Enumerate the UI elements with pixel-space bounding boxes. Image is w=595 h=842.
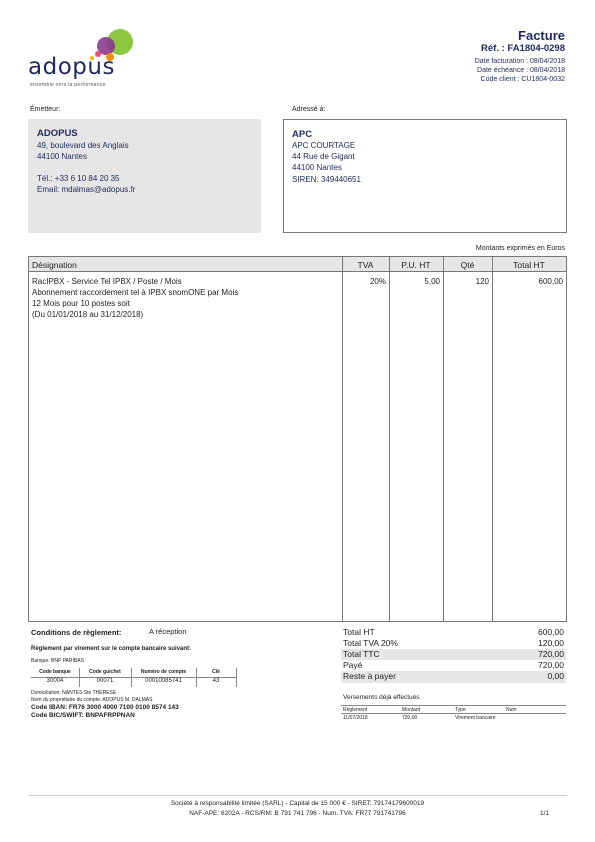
destinataire-line4: SIREN: 349440651: [292, 175, 361, 184]
footer-line1: Société à responsabilité limitée (SARL) - Capital de 15 000 € - SIRET: 79174179600019: [170, 800, 425, 807]
versement-date: 11/07/2018: [343, 715, 368, 721]
bank-iban: Code IBAN: FR76 3000 4000 7100 0100 8574 143: [31, 704, 179, 711]
col-divider: [492, 257, 493, 621]
invoice-ref: Réf. : FA1804-0298: [481, 43, 565, 54]
versements-table: [341, 705, 566, 721]
total-tva-value: 120,00: [538, 638, 564, 648]
emetteur-name: ADOPUS: [37, 128, 78, 139]
bank-header-numero-compte: Numéro de compte: [140, 669, 187, 675]
bank-value-code-guichet: 00071: [96, 678, 114, 684]
emetteur-address2: 44100 Nantes: [37, 152, 87, 161]
total-tva-row: [341, 638, 566, 649]
bank-header-code-banque: Code banque: [39, 669, 71, 675]
footer-line2: NAF-APE: 6202A - RCS/RM: B 791 741 796 - Num. TVA: FR77 791741796: [189, 810, 406, 817]
bank-title: Règlement par virement sur le compte bancaire suivant:: [31, 646, 192, 652]
currency-note: Montants exprimés en Euros: [475, 245, 565, 252]
destinataire-box: [283, 119, 567, 233]
header-designation: Désignation: [32, 260, 77, 270]
versements-header-montant: Montant: [402, 707, 421, 713]
logo-tagline: ensemble vers la performance: [30, 82, 106, 88]
emetteur-tel: Tél.: +33 6 10 84 20 35: [37, 174, 120, 183]
items-table: [28, 256, 567, 622]
date-facturation: Date facturation : 08/04/2018: [474, 58, 565, 65]
total-ttc-row: [341, 649, 566, 660]
versements-header-reglement: Règlement: [343, 707, 368, 713]
bank-value-numero-compte: 00010085741: [145, 678, 182, 684]
reste-label: Reste à payer: [343, 671, 396, 681]
total-tva-label: Total TVA 20%: [343, 638, 398, 648]
bank-value-cle: 43: [212, 678, 220, 684]
conditions-label: Conditions de règlement:: [31, 628, 122, 637]
bank-proprietaire: Nom du propriétaire du compte: ADOPUS M. DALMAS: [31, 697, 153, 703]
bank-value-code-banque: 30004: [46, 678, 64, 684]
paye-value: 720,00: [538, 660, 564, 670]
row-designation-line1: RacIPBX - Service Tel IPBX / Poste / Mois: [32, 277, 182, 286]
col-divider: [443, 257, 444, 621]
invoice-title: Facture: [518, 28, 565, 43]
emetteur-label: Émetteur:: [30, 106, 61, 113]
versement-type: Virement bancaire: [455, 715, 496, 721]
date-echeance: Date échéance : 08/04/2018: [477, 67, 565, 74]
bank-name: Banque: BNP PARIBAS: [31, 658, 84, 664]
logo-wordmark: adopus: [28, 54, 115, 80]
row-qte: 120: [475, 277, 489, 286]
versement-montant: 720,00: [402, 715, 418, 721]
row-designation-line2: Abonnement raccordement tel à IPBX snomONE par Mois: [32, 288, 239, 297]
col-divider: [389, 257, 390, 621]
total-ttc-value: 720,00: [538, 649, 564, 659]
destinataire-line2: 44 Rue de Gigant: [292, 152, 355, 161]
destinataire-name: APC: [292, 129, 313, 140]
row-designation-line3: 12 Mois pour 10 postes soit: [32, 299, 130, 308]
total-ht-row: [341, 627, 566, 638]
emetteur-box: [28, 119, 261, 233]
row-pu: 5,00: [424, 277, 440, 286]
bank-details-table: [31, 668, 236, 688]
paye-label: Payé: [343, 660, 363, 670]
company-logo: [28, 28, 138, 90]
col-divider: [342, 257, 343, 621]
versements-title: Versements déjà effectués: [343, 694, 420, 701]
total-ht-value: 600,00: [538, 627, 564, 637]
bank-header-cle: Clé: [212, 669, 220, 675]
conditions-value: A réception: [149, 627, 187, 636]
total-ht-label: Total HT: [343, 627, 375, 637]
header-total: Total HT: [513, 260, 545, 270]
destinataire-line3: 44100 Nantes: [292, 163, 342, 172]
bank-bic: Code BIC/SWIFT: BNPAFRPPNAN: [31, 712, 135, 719]
footer-divider: [28, 795, 567, 796]
versements-header-num: Num: [506, 707, 517, 713]
emetteur-address1: 49, boulevard des Anglais: [37, 141, 129, 150]
row-tva: 20%: [369, 277, 386, 286]
row-designation-line4: (Du 01/01/2018 au 31/12/2018): [32, 310, 144, 319]
header-pu: P.U. HT: [401, 260, 431, 270]
bank-header-code-guichet: Code guichet: [89, 669, 121, 675]
bank-domiciliation: Domiciliation: NANTES Ste THERESE: [31, 690, 117, 696]
paye-row: [341, 660, 566, 671]
versements-header-type: Type: [455, 707, 466, 713]
row-total: 600,00: [538, 277, 563, 286]
reste-value: 0,00: [547, 671, 564, 681]
header-qte: Qté: [460, 260, 475, 270]
header-tva: TVA: [357, 260, 374, 270]
emetteur-email: Email: mdalmas@adopus.fr: [37, 185, 136, 194]
total-ttc-label: Total TTC: [343, 649, 380, 659]
destinataire-line1: APC COURTAGE: [292, 141, 356, 150]
reste-row: [341, 671, 566, 683]
code-client: Code client : CU1804-0032: [480, 76, 565, 83]
page-number: 1/1: [539, 810, 549, 817]
destinataire-label: Adressé à:: [292, 106, 326, 113]
